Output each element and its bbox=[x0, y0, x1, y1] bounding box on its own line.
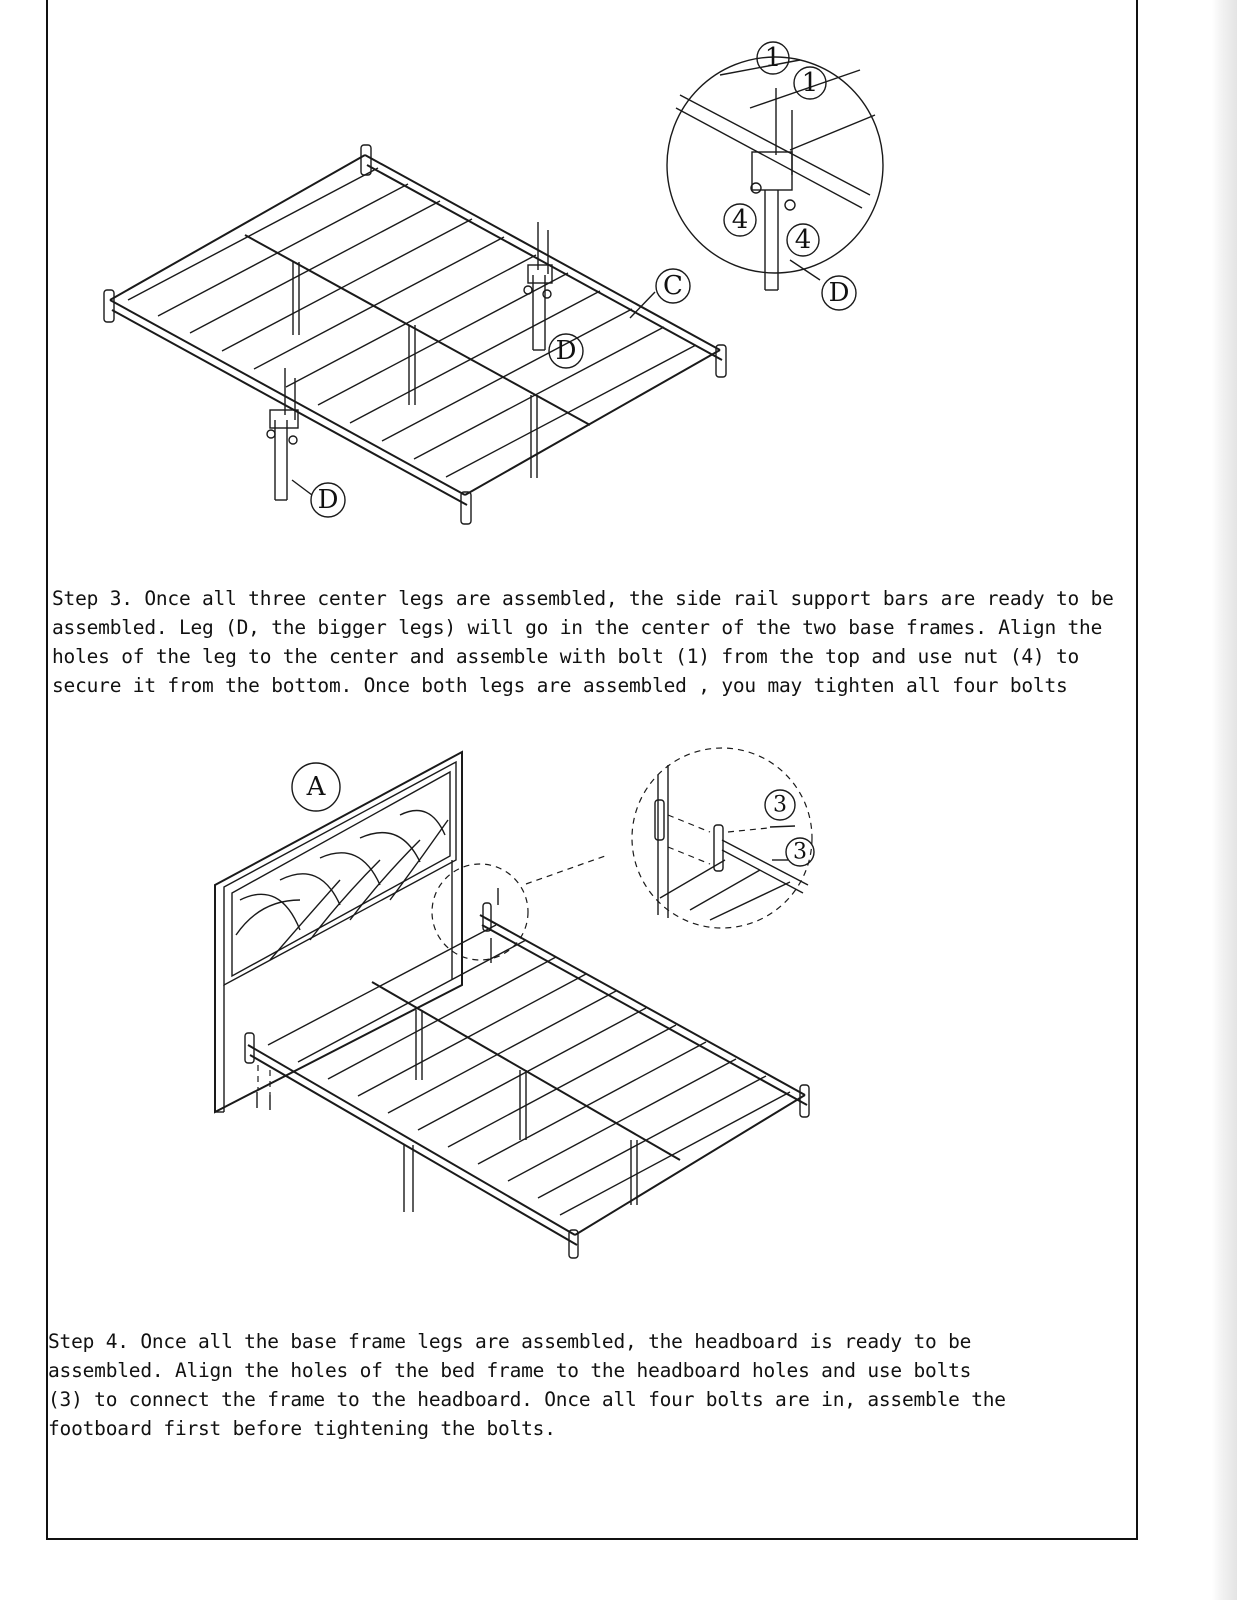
step4-headboard-diagram bbox=[215, 752, 809, 1258]
step3-line: holes of the leg to the center and assemble with bolt (1) from the top and use nut (4) to bbox=[52, 645, 1080, 668]
label-leg-d-detail: D bbox=[828, 278, 850, 308]
label-nut-4-b: 4 bbox=[794, 225, 812, 255]
label-part-a: A bbox=[306, 772, 326, 802]
step3-line: Step 3. Once all three center legs are assembled, the side rail support bars are ready to be bbox=[52, 587, 1114, 610]
step4-line: (3) to connect the frame to the headboard. Once all four bolts are in, assemble the bbox=[48, 1388, 1006, 1411]
label-part-d-left: D bbox=[317, 485, 339, 515]
label-bolt-1-b: 1 bbox=[801, 68, 819, 98]
label-bolt-3-b: 3 bbox=[793, 839, 807, 865]
label-part-c: C bbox=[663, 271, 683, 301]
label-bolt-3-a: 3 bbox=[773, 792, 787, 818]
step3-line: secure it from the bottom. Once both legs are assembled , you may tighten all four bolts bbox=[52, 674, 1068, 697]
step3-detail-zoom bbox=[667, 42, 883, 310]
step4-instructions bbox=[48, 1327, 1006, 1443]
step3-bed-frame-diagram bbox=[104, 145, 726, 524]
step4-line: Step 4. Once all the base frame legs are assembled, the headboard is ready to be bbox=[48, 1330, 972, 1353]
label-bolt-1-a: 1 bbox=[764, 43, 782, 73]
step4-detail-zoom bbox=[632, 748, 814, 928]
step4-line: footboard first before tightening the bolts. bbox=[48, 1417, 556, 1440]
label-nut-4-a: 4 bbox=[731, 205, 749, 235]
step4-line: assembled. Align the holes of the bed frame to the headboard holes and use bolts bbox=[48, 1359, 972, 1382]
label-part-d-center: D bbox=[555, 336, 577, 366]
step3-instructions bbox=[52, 584, 1114, 700]
step3-line: assembled. Leg (D, the bigger legs) will go in the center of the two base frames. Align the bbox=[52, 616, 1103, 639]
